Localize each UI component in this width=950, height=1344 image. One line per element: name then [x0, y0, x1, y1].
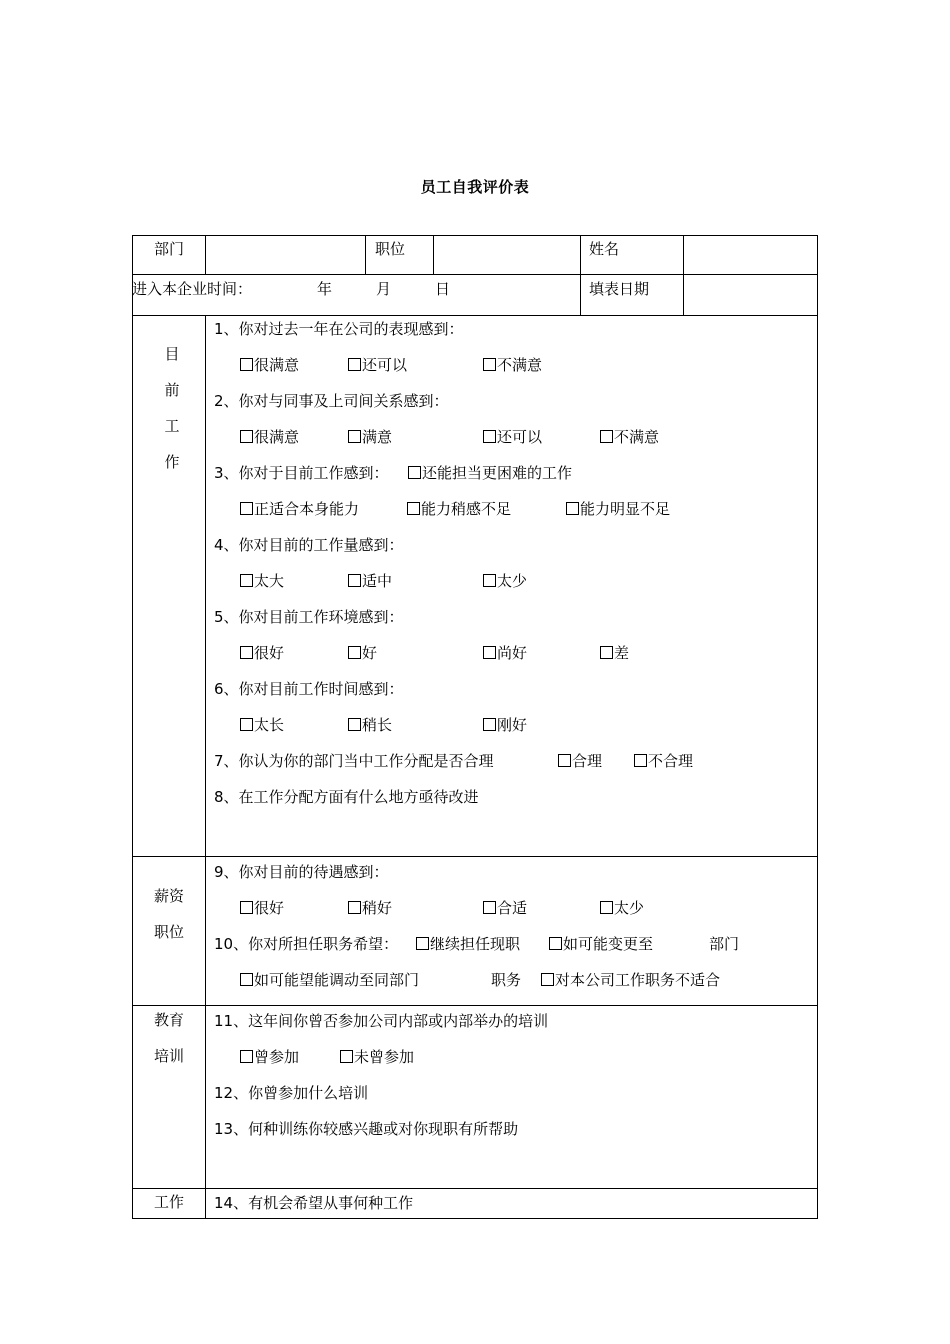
- checkbox-icon: [348, 574, 361, 587]
- q5-option-fair[interactable]: 尚好: [483, 644, 527, 662]
- checkbox-icon: [600, 430, 613, 443]
- q10-option-change-dept[interactable]: 如可能变更至: [549, 935, 653, 953]
- q1-option-unsatisfied[interactable]: 不满意: [483, 356, 542, 374]
- join-year-label: 年: [317, 280, 333, 298]
- question-13: 13、何种训练你较感兴趣或对你现职有所帮助: [214, 1120, 519, 1138]
- checkbox-icon: [348, 901, 361, 914]
- checkbox-icon: [600, 646, 613, 659]
- checkbox-icon: [549, 937, 562, 950]
- q7-option-unreasonable[interactable]: 不合理: [634, 752, 693, 770]
- join-month-label: 月: [376, 280, 392, 298]
- question-5: 5、你对目前工作环境感到：: [214, 608, 404, 626]
- question-3: 3、你对于目前工作感到：: [214, 464, 389, 482]
- question-10: 10、你对所担任职务希望：: [214, 935, 399, 953]
- q5-option-very-good[interactable]: 很好: [240, 644, 284, 662]
- q11-option-not-attended[interactable]: 未曾参加: [340, 1048, 414, 1066]
- q3-option-harder-work[interactable]: 还能担当更困难的工作: [408, 464, 572, 482]
- section-current-work: 目 前 工 作: [164, 345, 180, 471]
- q9-option-suitable[interactable]: 合适: [483, 899, 527, 917]
- checkbox-icon: [240, 502, 253, 515]
- question-14: 14、有机会希望从事何种工作: [214, 1194, 414, 1212]
- join-day-label: 日: [435, 280, 451, 298]
- checkbox-icon: [240, 358, 253, 371]
- checkbox-icon: [600, 901, 613, 914]
- checkbox-icon: [240, 973, 253, 986]
- q9-option-too-little[interactable]: 太少: [600, 899, 644, 917]
- q13-answer-field[interactable]: [214, 1144, 809, 1184]
- checkbox-icon: [348, 430, 361, 443]
- question-9: 9、你对目前的待遇感到：: [214, 863, 389, 881]
- question-2: 2、你对与同事及上司间关系感到：: [214, 392, 449, 410]
- checkbox-icon: [541, 973, 554, 986]
- section-work: 工作: [153, 1193, 184, 1211]
- checkbox-icon: [416, 937, 429, 950]
- q1-option-ok[interactable]: 还可以: [348, 356, 407, 374]
- question-6: 6、你对目前工作时间感到：: [214, 680, 404, 698]
- question-1: 1、你对过去一年在公司的表现感到：: [214, 320, 464, 338]
- checkbox-icon: [240, 574, 253, 587]
- checkbox-icon: [348, 646, 361, 659]
- checkbox-icon: [483, 430, 496, 443]
- checkbox-icon: [407, 502, 420, 515]
- question-12: 12、你曾参加什么培训: [214, 1084, 369, 1102]
- name-label: 姓名: [589, 240, 620, 258]
- checkbox-icon: [483, 358, 496, 371]
- checkbox-icon: [240, 1050, 253, 1063]
- q6-option-too-long[interactable]: 太长: [240, 716, 284, 734]
- checkbox-icon: [558, 754, 571, 767]
- q10-option-continue-current[interactable]: 继续担任现职: [416, 935, 520, 953]
- fill-date-label: 填表日期: [589, 280, 650, 298]
- q2-option-unsatisfied[interactable]: 不满意: [600, 428, 659, 446]
- q8-answer-field[interactable]: [214, 812, 809, 852]
- checkbox-icon: [240, 646, 253, 659]
- q3-option-slightly-insufficient[interactable]: 能力稍感不足: [407, 500, 511, 518]
- q10-option-not-suitable[interactable]: 对本公司工作职务不适合: [541, 971, 720, 989]
- checkbox-icon: [483, 901, 496, 914]
- checkbox-icon: [566, 502, 579, 515]
- checkbox-icon: [340, 1050, 353, 1063]
- checkbox-icon: [634, 754, 647, 767]
- checkbox-icon: [483, 574, 496, 587]
- checkbox-icon: [408, 466, 421, 479]
- q11-option-attended[interactable]: 曾参加: [240, 1048, 299, 1066]
- checkbox-icon: [240, 430, 253, 443]
- q3-option-fits-ability[interactable]: 正适合本身能力: [240, 500, 359, 518]
- q10-dept-label: 部门: [709, 935, 740, 953]
- fill-date-field[interactable]: [685, 277, 815, 313]
- form-title: 员工自我评价表: [420, 178, 530, 196]
- join-date-label: 进入本企业时间：: [132, 280, 253, 298]
- question-7: 7、你认为你的部门当中工作分配是否合理: [214, 752, 494, 770]
- checkbox-icon: [348, 358, 361, 371]
- q7-option-reasonable[interactable]: 合理: [558, 752, 602, 770]
- dept-field[interactable]: [207, 237, 363, 273]
- checkbox-icon: [483, 718, 496, 731]
- q9-option-slightly-good[interactable]: 稍好: [348, 899, 392, 917]
- position-field[interactable]: [435, 237, 579, 273]
- name-field[interactable]: [685, 237, 815, 273]
- q9-option-very-good[interactable]: 很好: [240, 899, 284, 917]
- q5-option-poor[interactable]: 差: [600, 644, 629, 662]
- question-11: 11、这年间你曾否参加公司内部或内部举办的培训: [214, 1012, 549, 1030]
- q10-duty-label: 职务: [491, 971, 522, 989]
- q4-option-moderate[interactable]: 适中: [348, 572, 392, 590]
- question-8: 8、在工作分配方面有什么地方亟待改进: [214, 788, 479, 806]
- q2-option-satisfied[interactable]: 满意: [348, 428, 392, 446]
- q2-option-very-satisfied[interactable]: 很满意: [240, 428, 299, 446]
- section-salary-position: 薪资 职位: [153, 887, 184, 941]
- position-label: 职位: [375, 240, 406, 258]
- q10-option-transfer-same-dept[interactable]: 如可能望能调动至同部门: [240, 971, 419, 989]
- checkbox-icon: [483, 646, 496, 659]
- q6-option-just-right[interactable]: 刚好: [483, 716, 527, 734]
- checkbox-icon: [240, 718, 253, 731]
- dept-label: 部门: [154, 240, 185, 258]
- q5-option-good[interactable]: 好: [348, 644, 377, 662]
- q2-option-ok[interactable]: 还可以: [483, 428, 542, 446]
- q4-option-too-little[interactable]: 太少: [483, 572, 527, 590]
- q1-option-very-satisfied[interactable]: 很满意: [240, 356, 299, 374]
- q3-option-clearly-insufficient[interactable]: 能力明显不足: [566, 500, 670, 518]
- checkbox-icon: [348, 718, 361, 731]
- checkbox-icon: [240, 901, 253, 914]
- section-education-training: 教育 培训: [153, 1011, 184, 1065]
- question-4: 4、你对目前的工作量感到：: [214, 536, 404, 554]
- q4-option-too-much[interactable]: 太大: [240, 572, 284, 590]
- q6-option-slightly-long[interactable]: 稍长: [348, 716, 392, 734]
